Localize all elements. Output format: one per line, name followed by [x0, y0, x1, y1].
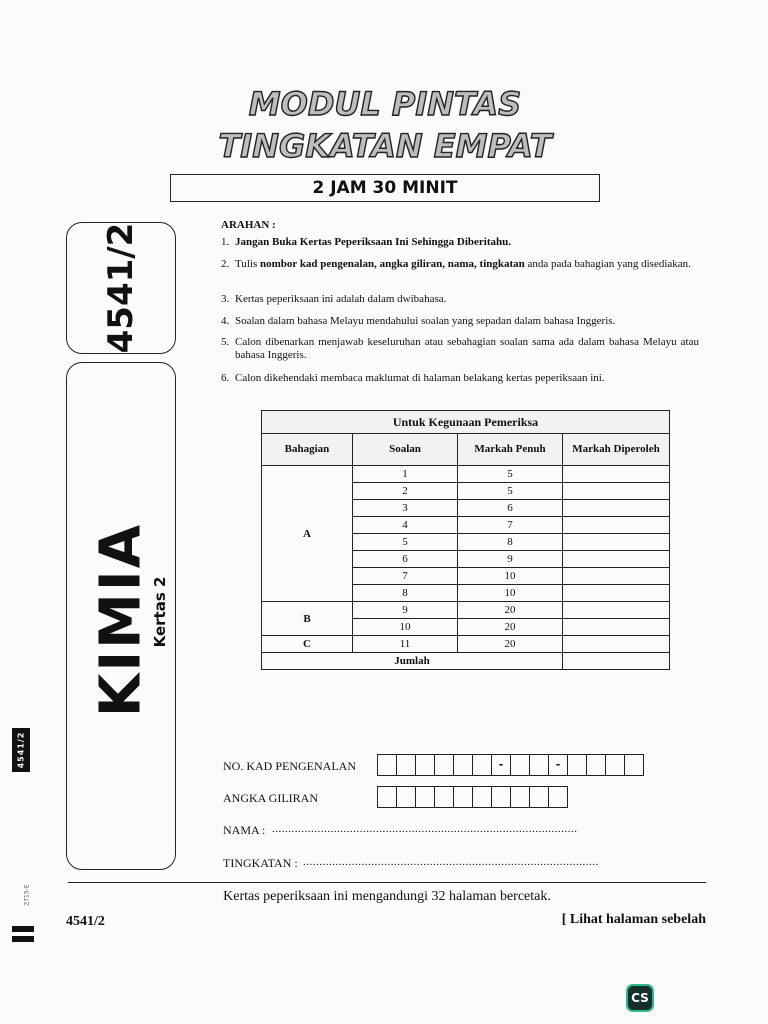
digit-box[interactable]	[605, 754, 625, 776]
name-label: NAMA :	[223, 823, 266, 837]
total-label: Jumlah	[262, 653, 563, 670]
digit-box[interactable]	[548, 786, 568, 808]
obtained-marks-cell[interactable]	[563, 636, 670, 653]
instruction-text	[235, 236, 699, 249]
full-marks-cell: 10	[458, 585, 563, 602]
instruction-item	[221, 293, 699, 306]
instruction-item	[221, 258, 699, 271]
spine-tab	[12, 728, 30, 772]
class-field[interactable]: ...........................................................................................	[303, 856, 599, 868]
digit-box[interactable]	[472, 786, 492, 808]
question-cell: 11	[353, 636, 458, 653]
exam-duration: 2 JAM 30 MINIT	[170, 174, 600, 202]
next-page-note: [ Lihat halaman sebelah	[561, 912, 706, 927]
section-cell: C	[262, 636, 353, 653]
instruction-text-part: Soalan dalam bahasa Melayu mendahului soalan yang sepadan dalam bahasa Inggeris.	[235, 315, 616, 327]
digit-box[interactable]	[472, 754, 492, 776]
instruction-number: 4.	[221, 315, 230, 327]
full-marks-cell: 6	[458, 500, 563, 517]
digit-box[interactable]	[624, 754, 644, 776]
instruction-number: 5.	[221, 336, 230, 348]
digit-box[interactable]	[434, 754, 454, 776]
instruction-item	[221, 372, 699, 385]
instruction-text	[235, 315, 699, 328]
full-marks-cell: 5	[458, 466, 563, 483]
obtained-marks-cell[interactable]	[563, 517, 670, 534]
digit-box[interactable]: -	[491, 754, 511, 776]
title-line-2: TINGKATAN EMPAT	[218, 127, 552, 165]
question-cell: 8	[353, 585, 458, 602]
instruction-text	[235, 293, 699, 306]
table-row	[262, 602, 670, 619]
full-marks-cell: 8	[458, 534, 563, 551]
full-marks-cell: 7	[458, 517, 563, 534]
question-cell: 3	[353, 500, 458, 517]
header-soalan: Soalan	[353, 434, 458, 466]
ic-label: NO. KAD PENGENALAN	[223, 759, 356, 773]
instruction-text-bold: Jangan Buka Kertas Peperiksaan Ini Sehingga Diberitahu.	[235, 236, 511, 248]
total-row	[262, 653, 670, 670]
obtained-marks-cell[interactable]	[563, 500, 670, 517]
header-bahagian: Bahagian	[262, 434, 353, 466]
digit-box[interactable]	[453, 754, 473, 776]
paper-number: Kertas 2	[151, 576, 169, 648]
obtained-marks-cell[interactable]	[563, 602, 670, 619]
subject-title: KIMIA	[88, 522, 154, 718]
full-marks-cell: 20	[458, 602, 563, 619]
index-number-field[interactable]	[378, 786, 568, 808]
instruction-text-part: Tulis	[235, 258, 260, 270]
digit-box[interactable]	[396, 754, 416, 776]
obtained-marks-cell[interactable]	[563, 551, 670, 568]
digit-box[interactable]	[529, 786, 549, 808]
instruction-text	[235, 372, 699, 385]
full-marks-cell: 20	[458, 619, 563, 636]
instruction-item	[221, 236, 699, 249]
examiner-table	[261, 410, 670, 670]
header-markah-diperoleh: Markah Diperoleh	[563, 434, 670, 466]
digit-box[interactable]	[396, 786, 416, 808]
question-cell: 5	[353, 534, 458, 551]
instruction-item	[221, 315, 699, 328]
instruction-text-part: anda pada bahagian yang disediakan.	[524, 258, 691, 270]
table-caption: Untuk Kegunaan Pemeriksa	[262, 411, 670, 434]
instructions-heading: ARAHAN :	[221, 219, 276, 231]
footer-rule	[68, 882, 706, 883]
spine-bar	[12, 926, 34, 932]
question-cell: 6	[353, 551, 458, 568]
index-label: ANGKA GILIRAN	[223, 791, 318, 805]
paper-code-box	[66, 222, 176, 354]
full-marks-cell: 5	[458, 483, 563, 500]
digit-box[interactable]	[377, 786, 397, 808]
digit-box[interactable]	[510, 786, 530, 808]
digit-box[interactable]	[377, 754, 397, 776]
title-line-1: MODUL PINTAS	[248, 85, 522, 123]
table-row	[262, 636, 670, 653]
page-count-note: Kertas peperiksaan ini mengandungi 32 halaman bercetak.	[223, 889, 551, 904]
digit-box[interactable]	[453, 786, 473, 808]
instruction-text	[235, 258, 699, 271]
full-marks-cell: 10	[458, 568, 563, 585]
ic-number-field[interactable]	[378, 754, 644, 776]
table-row	[262, 466, 670, 483]
digit-box[interactable]	[415, 786, 435, 808]
paper-code: 4541/2	[101, 222, 141, 354]
spine-bar	[12, 936, 34, 942]
digit-box[interactable]	[434, 786, 454, 808]
digit-box[interactable]: -	[548, 754, 568, 776]
question-cell: 4	[353, 517, 458, 534]
obtained-marks-cell[interactable]	[563, 466, 670, 483]
instruction-number: 1.	[221, 236, 230, 248]
instruction-text	[235, 336, 699, 362]
spine-code: 4541/2	[16, 731, 26, 769]
name-field[interactable]: ..............................................................................................	[272, 823, 578, 835]
full-marks-cell: 9	[458, 551, 563, 568]
section-cell: A	[262, 466, 353, 602]
camscanner-badge: CS	[626, 984, 654, 1012]
digit-box[interactable]	[510, 754, 530, 776]
question-cell: 9	[353, 602, 458, 619]
digit-box[interactable]	[586, 754, 606, 776]
obtained-marks-cell[interactable]	[563, 568, 670, 585]
instruction-text-part: Calon dikehendaki membaca maklumat di halaman belakang kertas peperiksaan ini.	[235, 372, 605, 384]
obtained-marks-cell[interactable]	[563, 585, 670, 602]
obtained-marks-cell[interactable]	[563, 483, 670, 500]
class-label: TINGKATAN :	[223, 856, 298, 870]
instruction-text-part: Calon dibenarkan menjawab keseluruhan atau sebahagian soalan sama ada dalam bahasa Melayu atau bahasa Inggeris.	[235, 336, 699, 361]
footer-paper-code: 4541/2	[66, 914, 105, 929]
question-cell: 1	[353, 466, 458, 483]
instruction-number: 3.	[221, 293, 230, 305]
question-cell: 10	[353, 619, 458, 636]
instruction-item	[221, 336, 699, 362]
digit-box[interactable]	[415, 754, 435, 776]
instruction-number: 2.	[221, 258, 230, 270]
header-markah-penuh: Markah Penuh	[458, 434, 563, 466]
section-cell: B	[262, 602, 353, 636]
digit-box[interactable]	[567, 754, 587, 776]
obtained-marks-cell[interactable]	[563, 619, 670, 636]
obtained-marks-cell[interactable]	[563, 534, 670, 551]
spine-small-code: 2715-E	[23, 884, 31, 906]
instruction-number: 6.	[221, 372, 230, 384]
digit-box[interactable]	[491, 786, 511, 808]
total-obtained-cell[interactable]	[563, 653, 670, 670]
question-cell: 2	[353, 483, 458, 500]
instruction-text-part: Kertas peperiksaan ini adalah dalam dwibahasa.	[235, 293, 447, 305]
full-marks-cell: 20	[458, 636, 563, 653]
question-cell: 7	[353, 568, 458, 585]
instruction-text-bold: nombor kad pengenalan, angka giliran, nama, tingkatan	[259, 258, 525, 270]
digit-box[interactable]	[529, 754, 549, 776]
